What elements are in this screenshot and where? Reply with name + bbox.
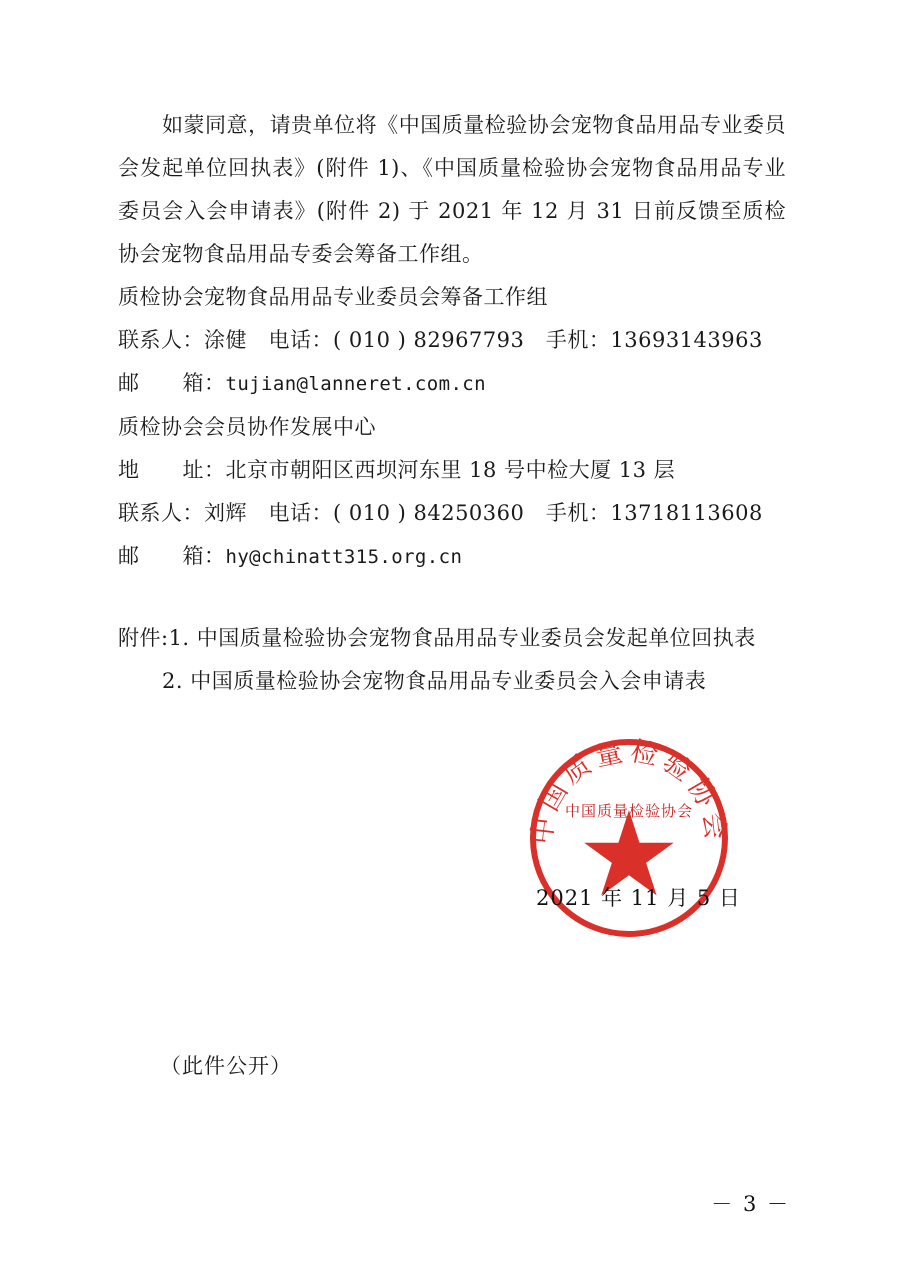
seal-date: 2021 年 11 月 5 日 (536, 886, 741, 910)
contact-line-email-1 (118, 362, 786, 406)
attachment-item-2: 2. 中国质量检验协会宠物食品用品专业委员会入会申请表 (162, 669, 707, 693)
document-body (118, 104, 786, 703)
contact-line-person-2: 联系人：刘辉 电话：( 010 ) 84250360 手机：13718113608 (118, 501, 763, 525)
attachment-list (118, 617, 786, 703)
contact-line-org-1: 质检协会宠物食品用品专业委员会筹备工作组 (118, 285, 548, 309)
public-disclosure-note: （此件公开） (160, 1054, 292, 1078)
main-paragraph: 如蒙同意，请贵单位将《中国质量检验协会宠物食品用品专业委员会发起单位回执表》(附件 1)、《中国质量检验协会宠物食品用品专业委员会入会申请表》(附件 2) 于 2021 年 12 月 31 日前反馈至质检协会宠物食品用品专委会筹备工作组。 (118, 113, 786, 266)
email-label-1: 邮 箱： (118, 371, 226, 395)
contact-line-address: 地 址：北京市朝阳区西坝河东里 18 号中检大厦 13 层 (118, 458, 676, 482)
svg-text:中国质量检验协会: 中国质量检验协会 (526, 735, 732, 847)
attachment-item-1: 附件:1. 中国质量检验协会宠物食品用品专业委员会发起单位回执表 (118, 626, 756, 650)
email-value-1: tujian@lanneret.com.cn (225, 373, 486, 395)
seal-center-text: 中国质量检验协会 (564, 802, 693, 820)
contact-line-person-1: 联系人：涂健 电话：( 010 ) 82967793 手机：13693143963 (118, 328, 763, 352)
email-value-2: hy@chinatt315.org.cn (225, 546, 463, 568)
contact-line-org-2: 质检协会会员协作发展中心 (118, 415, 376, 439)
page-number: － 3 － (711, 1192, 790, 1216)
contact-line-email-2 (118, 535, 786, 579)
contact-block (118, 276, 786, 579)
email-label-2: 邮 箱： (118, 544, 226, 568)
